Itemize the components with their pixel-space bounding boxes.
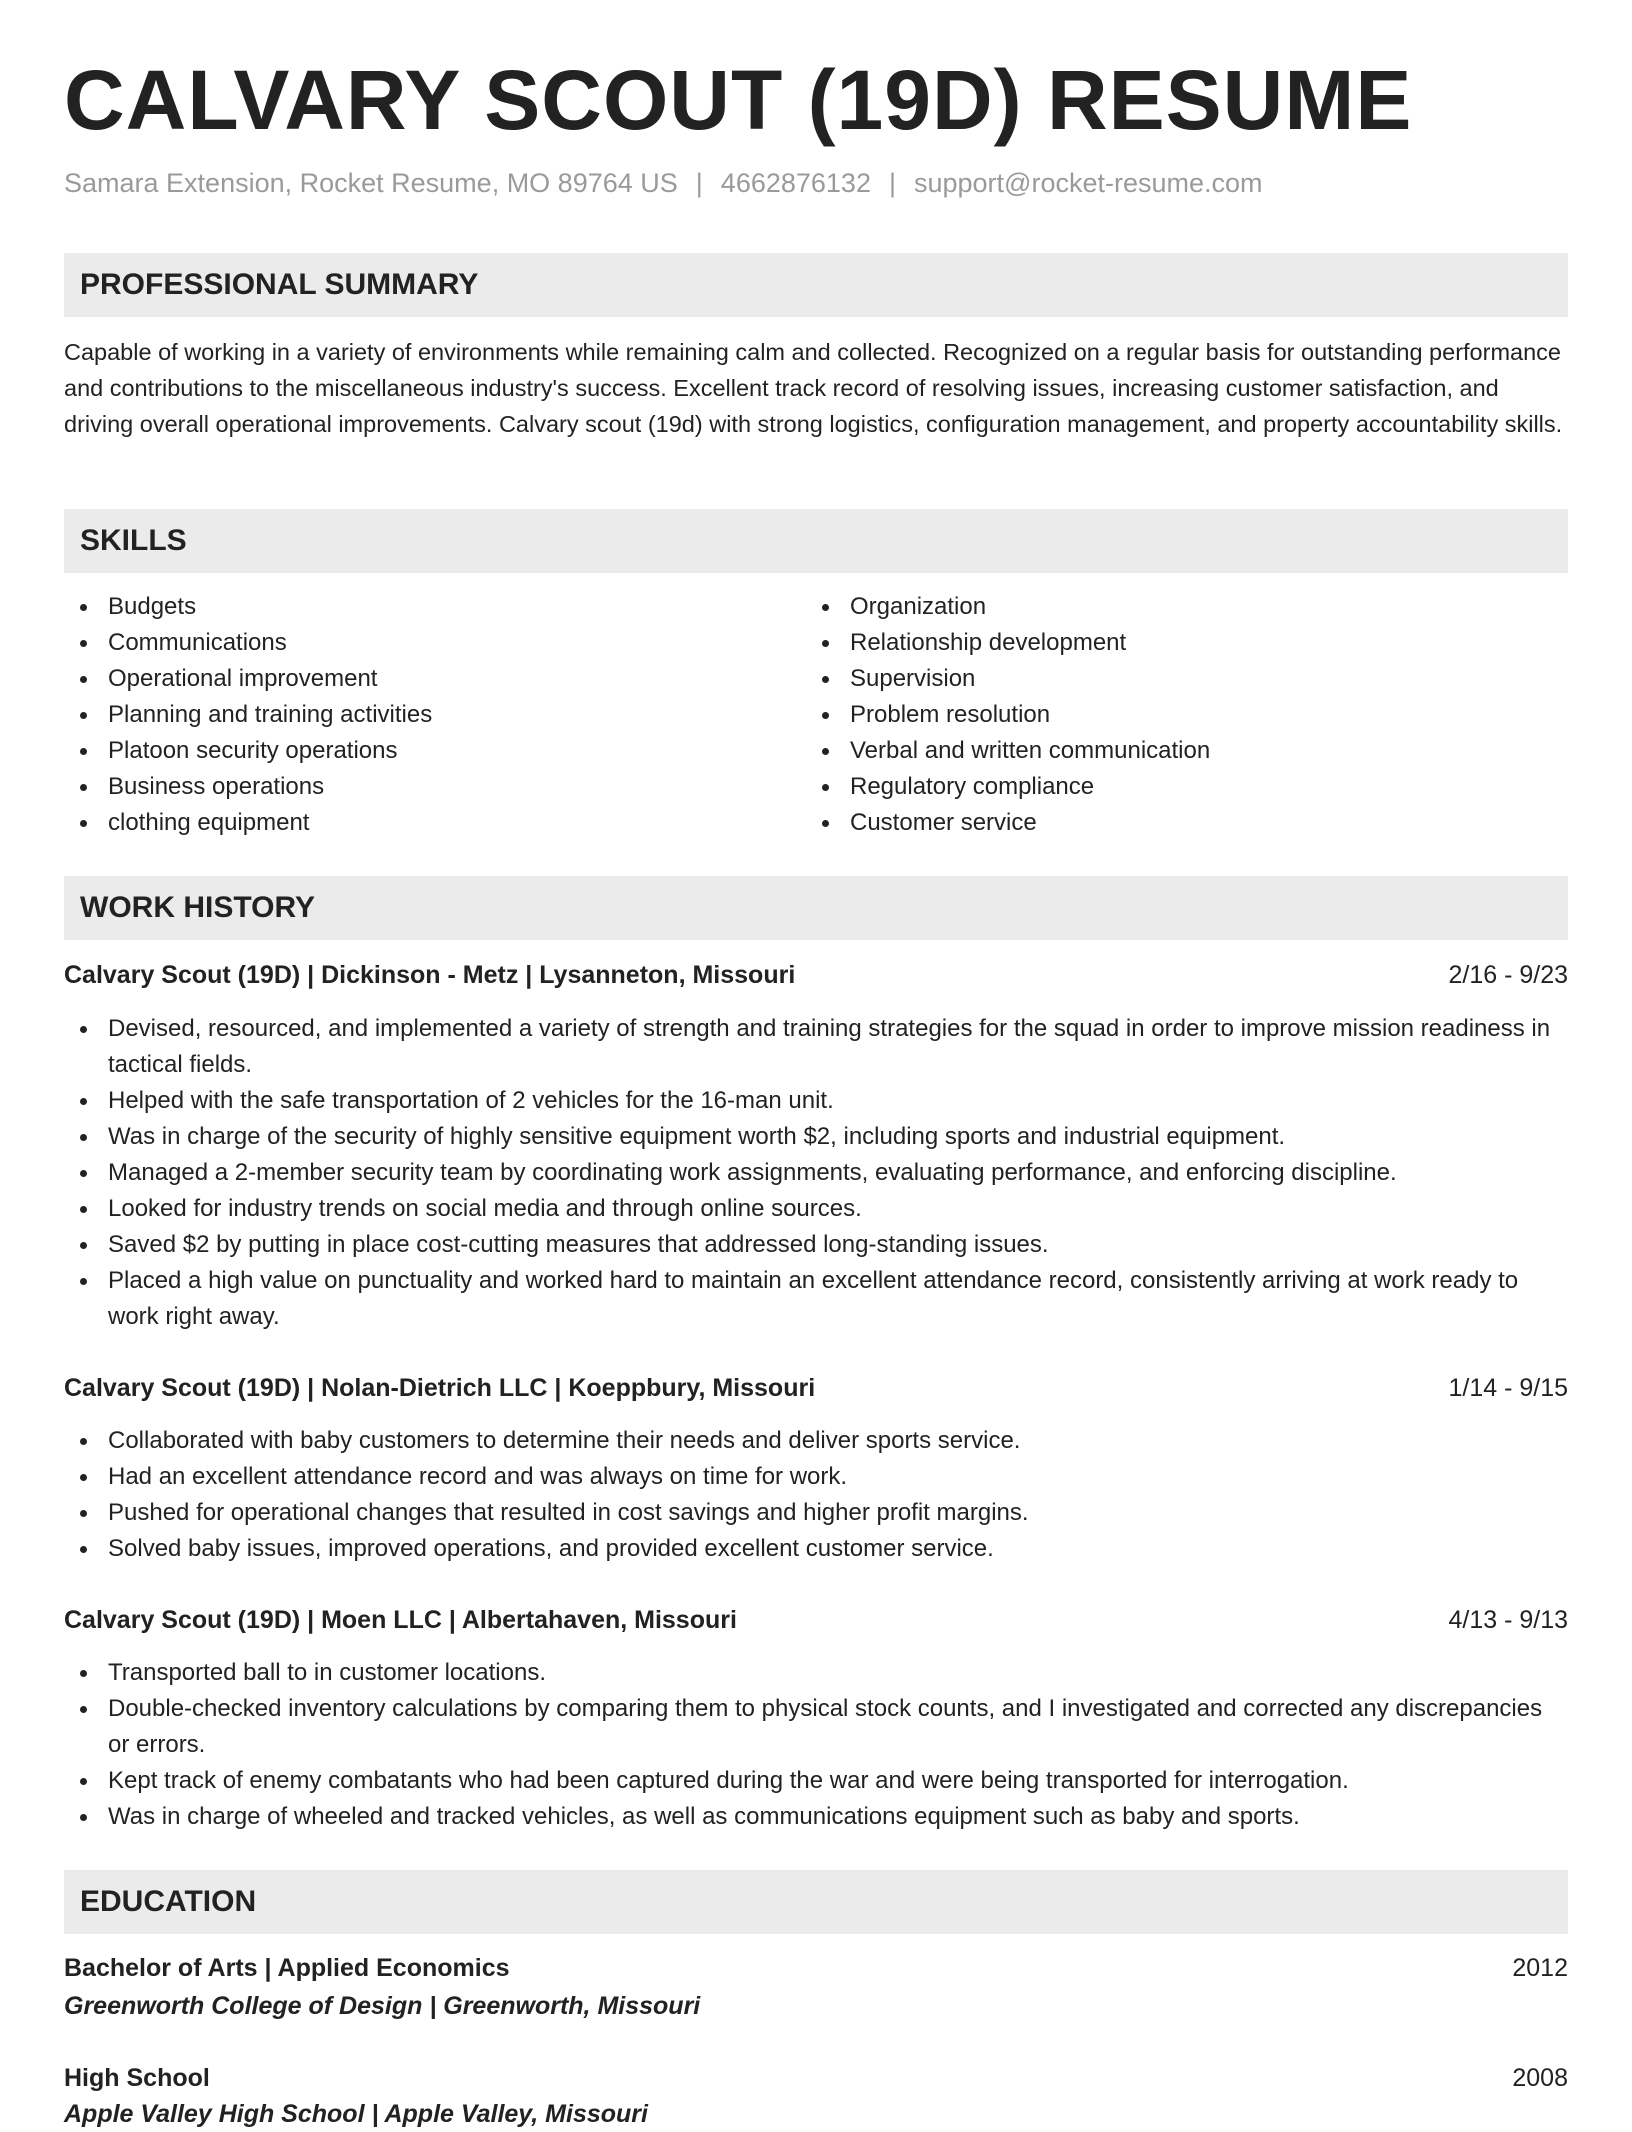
job-title: Calvary Scout (19D) | Dickinson - Metz | Lysanneton, Missouri [64,961,796,989]
skill-item: Regulatory compliance [806,769,1548,805]
education-degree: High School [64,2064,210,2092]
job-bullet: Collaborated with baby customers to determine their needs and deliver sports service. [64,1423,1568,1459]
skills-list [64,589,1568,841]
job-header [64,1602,1568,1638]
skill-item: Relationship development [806,625,1548,661]
summary-section-header [64,253,1568,317]
job-bullet: Kept track of enemy combatants who had been captured during the war and were being transported for interrogation. [64,1763,1568,1799]
summary-heading: PROFESSIONAL SUMMARY [80,268,479,301]
education-school: Greenworth College of Design | Greenworth, Missouri [64,1992,701,2020]
skills-section-header [64,509,1568,573]
skill-item: Operational improvement [64,661,806,697]
job-bullets [64,1011,1568,1335]
work-heading: WORK HISTORY [80,891,316,924]
contact-line [64,168,1263,199]
contact-email: support@rocket-resume.com [913,168,1263,198]
skill-item: Budgets [64,589,806,625]
education-section-header [64,1870,1568,1934]
education-heading: EDUCATION [80,1885,257,1918]
education-school: Apple Valley High School | Apple Valley, Missouri [64,2100,648,2128]
resume-title: CALVARY SCOUT (19D) RESUME [64,53,1413,147]
contact-separator: | [888,168,896,198]
skills-column-left [64,589,806,841]
skill-item: Verbal and written communication [806,733,1548,769]
skill-item: Business operations [64,769,806,805]
skills-column-right [806,589,1548,841]
job-bullet: Had an excellent attendance record and was always on time for work. [64,1459,1568,1495]
education-year: 2012 [1512,1954,1568,1982]
education-entry-header [64,1950,1568,1986]
contact-phone: 4662876132 [720,168,871,198]
skills-heading: SKILLS [80,524,187,557]
summary-text: Capable of working in a variety of environments while remaining calm and collected. Recognized on a regular basis for outstanding performance and contributions to the miscellaneous industry's success. Excellent track record of resolving issues, increasing customer satisfaction, and driving overall operational improvements. Calvary scout (19d) with strong logistics, configuration management, and property accountability skills. [64,339,1563,437]
education-year: 2008 [1512,2064,1568,2092]
education-entry-header [64,2060,1568,2096]
job-bullet: Was in charge of wheeled and tracked vehicles, as well as communications equipment such as baby and sports. [64,1799,1568,1835]
job-bullets [64,1655,1568,1835]
contact-separator: | [695,168,703,198]
job-dates: 2/16 - 9/23 [1448,961,1568,989]
skill-item: clothing equipment [64,805,806,841]
skill-item: Communications [64,625,806,661]
job-bullet: Saved $2 by putting in place cost-cutting measures that addressed long-standing issues. [64,1227,1568,1263]
job-bullet: Placed a high value on punctuality and worked hard to maintain an excellent attendance record, consistently arriving at work ready to work right away. [64,1263,1568,1335]
skill-item: Supervision [806,661,1548,697]
job-bullet: Managed a 2-member security team by coordinating work assignments, evaluating performance, and enforcing discipline. [64,1155,1568,1191]
job-header [64,1370,1568,1406]
job-bullet: Looked for industry trends on social media and through online sources. [64,1191,1568,1227]
job-bullet: Helped with the safe transportation of 2 vehicles for the 16-man unit. [64,1083,1568,1119]
job-bullet: Solved baby issues, improved operations, and provided excellent customer service. [64,1531,1568,1567]
job-title: Calvary Scout (19D) | Nolan-Dietrich LLC | Koeppbury, Missouri [64,1374,816,1402]
skill-item: Planning and training activities [64,697,806,733]
job-bullet: Devised, resourced, and implemented a variety of strength and training strategies for the squad in order to improve mission readiness in tactical fields. [64,1011,1568,1083]
contact-address: Samara Extension, Rocket Resume, MO 89764 US [64,168,678,198]
skill-item: Platoon security operations [64,733,806,769]
skill-item: Problem resolution [806,697,1548,733]
job-header [64,957,1568,993]
job-dates: 1/14 - 9/15 [1448,1374,1568,1402]
skill-item: Customer service [806,805,1548,841]
job-title: Calvary Scout (19D) | Moen LLC | Albertahaven, Missouri [64,1606,737,1634]
job-bullet: Double-checked inventory calculations by comparing them to physical stock counts, and I investigated and corrected any discrepancies or errors. [64,1691,1568,1763]
job-bullet: Was in charge of the security of highly sensitive equipment worth $2, including sports and industrial equipment. [64,1119,1568,1155]
work-section-header [64,876,1568,940]
education-degree: Bachelor of Arts | Applied Economics [64,1954,510,1982]
job-dates: 4/13 - 9/13 [1448,1606,1568,1634]
skill-item: Organization [806,589,1548,625]
job-bullet: Transported ball to in customer locations. [64,1655,1568,1691]
job-bullets [64,1423,1568,1567]
job-bullet: Pushed for operational changes that resulted in cost savings and higher profit margins. [64,1495,1568,1531]
